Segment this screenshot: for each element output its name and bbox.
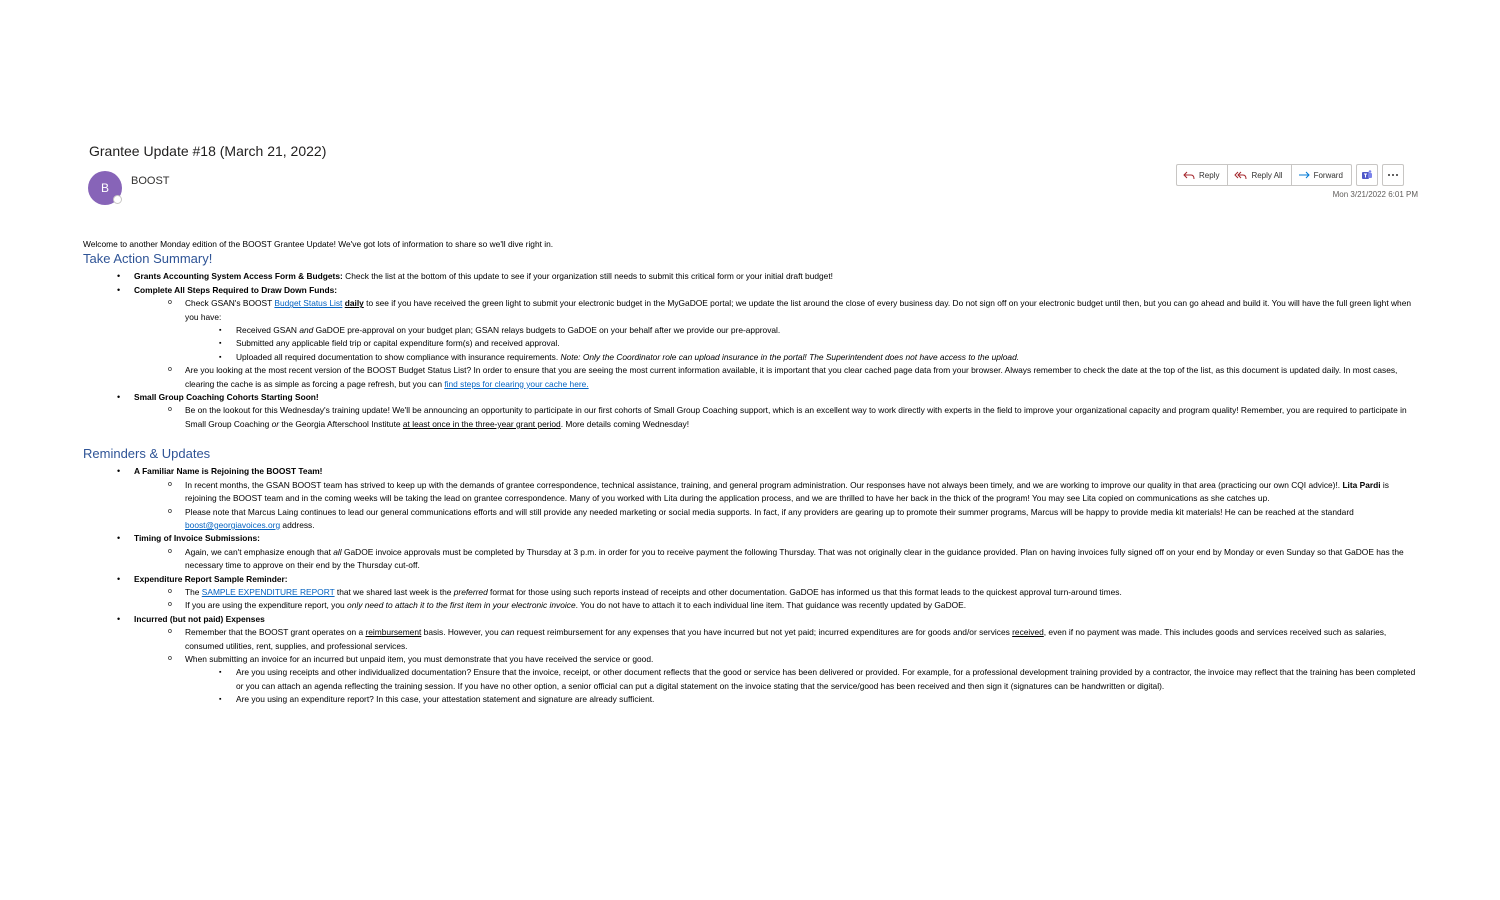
list-item: o Check GSAN's BOOST Budget Status List daily to see if you have received the green light to submit your electronic budget in the MyGaDOE portal; we update the list around the close of every business day. Do not sign off on your electronic budget until then, but you can go ahead and build it. You will have the full green light when you have: ▪ Received GSAN and GaDOE pre-approval on your budget plan; GSAN relays budgets to GaDOE on your behalf after we provide our pre-approval. ▪ Submitted any applicable field trip or capital expenditure form(s) and received approval. ▪ Uploaded all required documentation to show compliance with insurance requirements. Note: Only the Coordinator role can upload insurance in the portal! The Superintendent does not have access to the upload.	[134, 297, 1418, 364]
list-item: ▪ Uploaded all required documentation to show compliance with insurance requirements. Note: Only the Coordinator role can upload insurance in the portal! The Superintendent does not have access to the upload.	[185, 351, 1418, 364]
list-item: • Grants Accounting System Access Form & Budgets: Check the list at the bottom of this update to see if your organization still needs to submit this critical form or your initial draft budget!	[83, 270, 1418, 283]
reminders-heading: Reminders & Updates	[83, 446, 211, 462]
email-subject: Grantee Update #18 (March 21, 2022)	[89, 143, 327, 159]
list-item: • Small Group Coaching Cohorts Starting Soon! o Be on the lookout for this Wednesday's training update! We'll be announcing an opportunity to participate in our first cohorts of Small Group Coaching support, which is an excellent way to work directly with experts in the field to improve your organizational capacity and program quality! Remember, you are required to participate in Small Group Coaching or the Georgia Afterschool Institute at least once in the three-year grant period. More details coming Wednesday!	[83, 391, 1418, 431]
list-item: • Expenditure Report Sample Reminder: o The SAMPLE EXPENDITURE REPORT that we shared last week is the preferred format for those using such reports instead of receipts and other documentation. GaDOE has informed us that this format leads to the quickest approval turn-around times. o If you are using the expenditure report, you only need to attach it to the first item in your electronic invoice. You do not have to attach it to each individual line item. That guidance was recently updated by GaDOE.	[83, 573, 1418, 613]
reply-all-button[interactable]	[1228, 165, 1291, 185]
sample-expenditure-report-link[interactable]: SAMPLE EXPENDITURE REPORT	[201, 586, 335, 597]
message-actions	[1176, 164, 1404, 186]
list-item: • Incurred (but not paid) Expenses o Remember that the BOOST grant operates on a reimbursement basis. However, you can request reimbursement for any expenses that you have incurred but not yet paid; incurred expenditures are for goods and/or services received, even if no payment was made. This includes goods and services received such as salaries, consumed utilities, rent, supplies, and professional services. o When submitting an invoice for an incurred but unpaid item, you must demonstrate that you have received the service or good. ▪ Are you using receipts and other individualized documentation? Ensure that the invoice, receipt, or other document reflects that the good or service has been delivered or provided. For example, for a professional development training provided by a contractor, the invoice may reflect that the training has been completed or you can attach an agenda reflecting the training session. If you have no other option, a senior official can put a digital statement on the invoice stating that the service/good has been received and then sign it (signatures can be handwritten or digital). ▪ Are you using an expenditure report? In this case, your attestation statement and signature are already sufficient.	[83, 613, 1418, 707]
list-item: • Timing of Invoice Submissions: o Again, we can't emphasize enough that all GaDOE invoice approvals must be completed by Thursday at 3 p.m. in order for you to receive payment the following Thursday. That was not originally clear in the guidance provided. Plan on having invoices fully signed off on your end by Monday or even Sunday so that GaDOE has the necessary time to approve on their end by the Thursday cut-off.	[83, 532, 1418, 572]
more-actions-button[interactable]	[1382, 164, 1404, 186]
list-item: ▪ Are you using an expenditure report? In this case, your attestation statement and signature are already sufficient.	[185, 693, 1418, 706]
list-item: o In recent months, the GSAN BOOST team has strived to keep up with the demands of grantee correspondence, technical assistance, training, and general program administration. Our responses have not always been timely, and we are working to improve our quality in that area (practicing our own CQI advice)!. Lita Pardi is rejoining the BOOST team and in the coming weeks will be taking the lead on grantee correspondence. Many of you worked with Lita during the application process, and we are thrilled to have her back in the thick of the program! You may see Lita copied on communications as she catches up.	[134, 479, 1418, 506]
teams-icon	[1361, 169, 1373, 181]
reply-all-icon	[1234, 171, 1247, 180]
reply-button[interactable]	[1177, 165, 1228, 185]
forward-icon	[1298, 171, 1310, 180]
list-item: o Remember that the BOOST grant operates on a reimbursement basis. However, you can request reimbursement for any expenses that you have incurred but not yet paid; incurred expenditures are for goods and/or services received, even if no payment was made. This includes goods and services received such as salaries, consumed utilities, rent, supplies, and professional services.	[134, 626, 1418, 653]
reply-label: Reply	[1199, 170, 1220, 180]
budget-status-list-link[interactable]: Budget Status List	[274, 298, 343, 309]
sender-name[interactable]: BOOST	[131, 175, 170, 187]
boost-email-link[interactable]: boost@georgiavoices.org	[185, 519, 281, 530]
take-action-list	[83, 270, 1418, 431]
teams-button[interactable]	[1356, 164, 1378, 186]
list-item: ▪ Are you using receipts and other individualized documentation? Ensure that the invoice, receipt, or other document reflects that the good or service has been delivered or provided. For example, for a professional development training provided by a contractor, the invoice may reflect that the training has been completed or you can attach an agenda reflecting the training session. If you have no other option, a senior official can put a digital statement on the invoice stating that the service/good has been received and then sign it (signatures can be handwritten or digital).	[185, 666, 1418, 693]
list-item: • A Familiar Name is Rejoining the BOOST Team! o In recent months, the GSAN BOOST team has strived to keep up with the demands of grantee correspondence, technical assistance, training, and general program administration. Our responses have not always been timely, and we are working to improve our quality in that area (practicing our own CQI advice)!. Lita Pardi is rejoining the BOOST team and in the coming weeks will be taking the lead on grantee correspondence. Many of you worked with Lita during the application process, and we are thrilled to have her back in the thick of the program! You may see Lita copied on communications as she catches up. o Please note that Marcus Laing continues to lead our general communications efforts and will still provide any needed marketing or social media supports. In fact, if any providers are gearing up to promote their summer programs, Marcus will be happy to provide media kit materials! He can be reached at the standard boost@georgiavoices.org address.	[83, 465, 1418, 532]
presence-indicator	[113, 195, 122, 204]
list-item: o Again, we can't emphasize enough that all GaDOE invoice approvals must be completed by Thursday at 3 p.m. in order for you to receive payment the following Thursday. That was not originally clear in the guidance provided. Plan on having invoices fully signed off on your end by Monday or even Sunday so that GaDOE has the necessary time to approve on their end by the Thursday cut-off.	[134, 546, 1418, 573]
intro-paragraph: Welcome to another Monday edition of the BOOST Grantee Update! We've got lots of information to share so we'll dive right in.	[83, 239, 554, 249]
list-item: • Complete All Steps Required to Draw Down Funds: o Check GSAN's BOOST Budget Status List daily to see if you have received the green light to submit your electronic budget in the MyGaDOE portal; we update the list around the close of every business day. Do not sign off on your electronic budget until then, but you can go ahead and build it. You will have the full green light when you have: ▪ Received GSAN and GaDOE pre-approval on your budget plan; GSAN relays budgets to GaDOE on your behalf after we provide our pre-approval. ▪ Submitted any applicable field trip or capital expenditure form(s) and received approval. ▪ Uploaded all required documentation to show compliance with insurance requirements. Note: Only the Coordinator role can upload insurance in the portal! The Superintendent does not have access to the upload. o Are you looking at the most recent version of the BOOST Budget Status List? In order to ensure that you are seeing the most current information available, it is important that you clear cached page data from your browser. Always remember to check the date at the top of the list, as this document is updated daily. In most cases, clearing the cache is as simple as forcing a page refresh, but you can find steps for clearing your cache here.	[83, 284, 1418, 391]
reminders-list	[83, 465, 1418, 706]
list-item: o When submitting an invoice for an incurred but unpaid item, you must demonstrate that you have received the service or good. ▪ Are you using receipts and other individualized documentation? Ensure that the invoice, receipt, or other document reflects that the good or service has been delivered or provided. For example, for a professional development training provided by a contractor, the invoice may reflect that the training has been completed or you can attach an agenda reflecting the training session. If you have no other option, a senior official can put a digital statement on the invoice stating that the service/good has been received and then sign it (signatures can be handwritten or digital). ▪ Are you using an expenditure report? In this case, your attestation statement and signature are already sufficient.	[134, 653, 1418, 707]
list-item: o If you are using the expenditure report, you only need to attach it to the first item in your electronic invoice. You do not have to attach it to each individual line item. That guidance was recently updated by GaDOE.	[134, 599, 1418, 612]
list-item: o The SAMPLE EXPENDITURE REPORT that we shared last week is the preferred format for those using such reports instead of receipts and other documentation. GaDOE has informed us that this format leads to the quickest approval turn-around times.	[134, 586, 1418, 599]
avatar-initial: B	[100, 181, 109, 195]
more-icon	[1387, 173, 1399, 177]
take-action-heading: Take Action Summary!	[83, 251, 213, 267]
clear-cache-link[interactable]: find steps for clearing your cache here.	[444, 378, 589, 389]
reply-icon	[1183, 171, 1195, 180]
action-button-group	[1176, 164, 1352, 186]
list-item: o Be on the lookout for this Wednesday's training update! We'll be announcing an opportunity to participate in our first cohorts of Small Group Coaching support, which is an excellent way to work directly with experts in the field to improve your organizational capacity and program quality! Remember, you are required to participate in Small Group Coaching or the Georgia Afterschool Institute at least once in the three-year grant period. More details coming Wednesday!	[134, 404, 1418, 431]
reply-all-label: Reply All	[1251, 170, 1283, 180]
forward-label: Forward	[1313, 170, 1343, 180]
forward-button[interactable]	[1292, 165, 1351, 185]
email-timestamp: Mon 3/21/2022 6:01 PM	[1332, 190, 1418, 199]
list-item: o Are you looking at the most recent version of the BOOST Budget Status List? In order to ensure that you are seeing the most current information available, it is important that you clear cached page data from your browser. Always remember to check the date at the top of the list, as this document is updated daily. In most cases, clearing the cache is as simple as forcing a page refresh, but you can find steps for clearing your cache here.	[134, 364, 1418, 391]
email-body	[83, 238, 1418, 707]
list-item: ▪ Submitted any applicable field trip or capital expenditure form(s) and received approval.	[185, 337, 1418, 350]
list-item: o Please note that Marcus Laing continues to lead our general communications efforts and will still provide any needed marketing or social media supports. In fact, if any providers are gearing up to promote their summer programs, Marcus will be happy to provide media kit materials! He can be reached at the standard boost@georgiavoices.org address.	[134, 506, 1418, 533]
list-item: ▪ Received GSAN and GaDOE pre-approval on your budget plan; GSAN relays budgets to GaDOE on your behalf after we provide our pre-approval.	[185, 324, 1418, 337]
